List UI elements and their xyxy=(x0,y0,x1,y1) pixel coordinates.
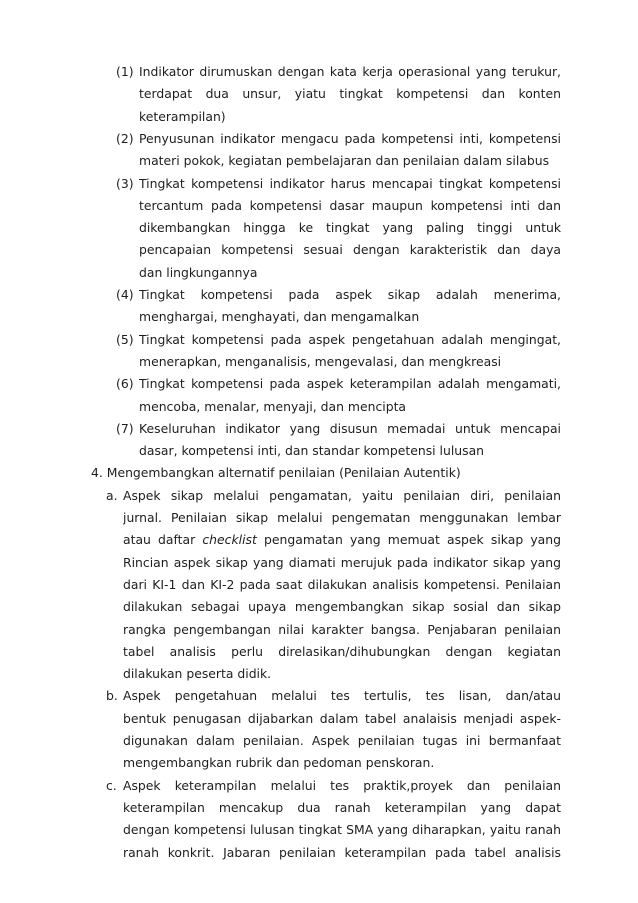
paragraph-line: digunakan dalam penilaian. Aspek penilaian tugas ini bermanfaat xyxy=(123,733,561,748)
paragraph-line: mengembangkan rubrik dan pedoman penskoran. xyxy=(123,755,435,771)
paragraph-line: Aspek keterampilan melalui tes praktik,proyek dan penilaian xyxy=(123,777,561,793)
paragraph-line: ranah konkrit. Jabaran penilaian keterampilan pada tabel analisis xyxy=(123,844,561,860)
list-item-text: Keseluruhan indikator yang disusun memadai untuk mencapai xyxy=(139,420,561,436)
list-item-text: Tingkat kompetensi indikator harus mencapai tingkat kompetensi xyxy=(139,175,561,191)
list-item-text: Tingkat kompetensi pada aspek keterampilan adalah mengamati, xyxy=(139,376,561,392)
list-item-text: terdapat dua unsur, yiatu tingkat kompetensi dan konten xyxy=(139,86,561,102)
paragraph-line: keterampilan mencakup dua ranah keterampilan yang dapat xyxy=(123,799,561,815)
list-marker: (3) xyxy=(116,175,134,191)
list-marker: c. xyxy=(106,777,117,793)
paragraph-line: bentuk penugasan dijabarkan dalam tabel analaisis menjadi aspek- xyxy=(123,710,561,726)
section-heading: 4. Mengembangkan alternatif penilaian (Penilaian Autentik) xyxy=(91,465,461,481)
paragraph-line: dengan kompetensi lulusan tingkat SMA yang diharapkan, yaitu ranah xyxy=(123,822,561,838)
list-item-text: Indikator dirumuskan dengan kata kerja operasional yang terukur, xyxy=(139,64,561,79)
list-item-text: pencapaian kompetensi sesuai dengan karakteristik dan daya xyxy=(139,242,561,258)
list-item-text: dikembangkan hingga ke tingkat yang paling tinggi untuk xyxy=(139,220,561,236)
list-item-text: dan lingkungannya xyxy=(139,264,258,280)
list-marker: (4) xyxy=(116,287,134,302)
list-item-text: mencoba, menalar, menyaji, dan mencipta xyxy=(139,398,407,414)
list-item-text: Penyusunan indikator mengacu pada kompetensi inti, kompetensi xyxy=(139,130,561,146)
list-item-text: materi pokok, kegiatan pembelajaran dan penilaian dalam silabus xyxy=(139,153,550,169)
paragraph-line: dari KI-1 dan KI-2 pada saat dilakukan analisis kompetensi. Penilaian xyxy=(123,576,561,592)
list-marker: (1) xyxy=(116,64,134,79)
paragraph-line: atau daftar checklist pengamatan yang memuat aspek sikap yang xyxy=(123,532,561,548)
list-item-text: menghargai, menghayati, dan mengamalkan xyxy=(139,309,420,325)
list-marker: a. xyxy=(106,487,118,503)
list-item-text: Tingkat kompetensi pada aspek pengetahuan adalah mengingat, xyxy=(139,331,561,347)
list-item-text: tercantum pada kompetensi dasar maupun kompetensi inti dan xyxy=(139,197,561,213)
list-marker: b. xyxy=(106,688,118,704)
list-marker: (7) xyxy=(116,420,134,436)
list-marker: (2) xyxy=(116,130,134,146)
list-marker: (6) xyxy=(116,376,134,392)
list-item-text: keterampilan) xyxy=(139,108,226,124)
paragraph-line: rangka pengembangan nilai karakter bangsa. Penjabaran penilaian xyxy=(123,621,561,637)
paragraph-line: Aspek sikap melalui pengamatan, yaitu penilaian diri, penilaian xyxy=(123,487,561,503)
paragraph-line: tabel analisis perlu direlasikan/dihubungkan dengan kegiatan xyxy=(123,643,561,659)
list-item-text: menerapkan, menganalisis, mengevalasi, dan mengkreasi xyxy=(139,353,502,369)
paragraph-line: dilakukan peserta didik. xyxy=(123,666,272,682)
list-marker: (5) xyxy=(116,331,134,347)
list-item-text: Tingkat kompetensi pada aspek sikap adalah menerima, xyxy=(139,287,561,302)
paragraph-line: jurnal. Penilaian sikap melalui pengematan menggunakan lembar xyxy=(123,510,561,525)
list-item-text: dasar, kompetensi inti, dan standar kompetensi lulusan xyxy=(139,443,485,459)
paragraph-line: Rincian aspek sikap yang diamati merujuk pada indikator sikap yang xyxy=(123,554,561,570)
paragraph-line: dilakukan sebagai upaya mengembangkan sikap sosial dan sikap xyxy=(123,599,561,615)
paragraph-line: Aspek pengetahuan melalui tes tertulis, tes lisan, dan/atau xyxy=(123,688,561,704)
